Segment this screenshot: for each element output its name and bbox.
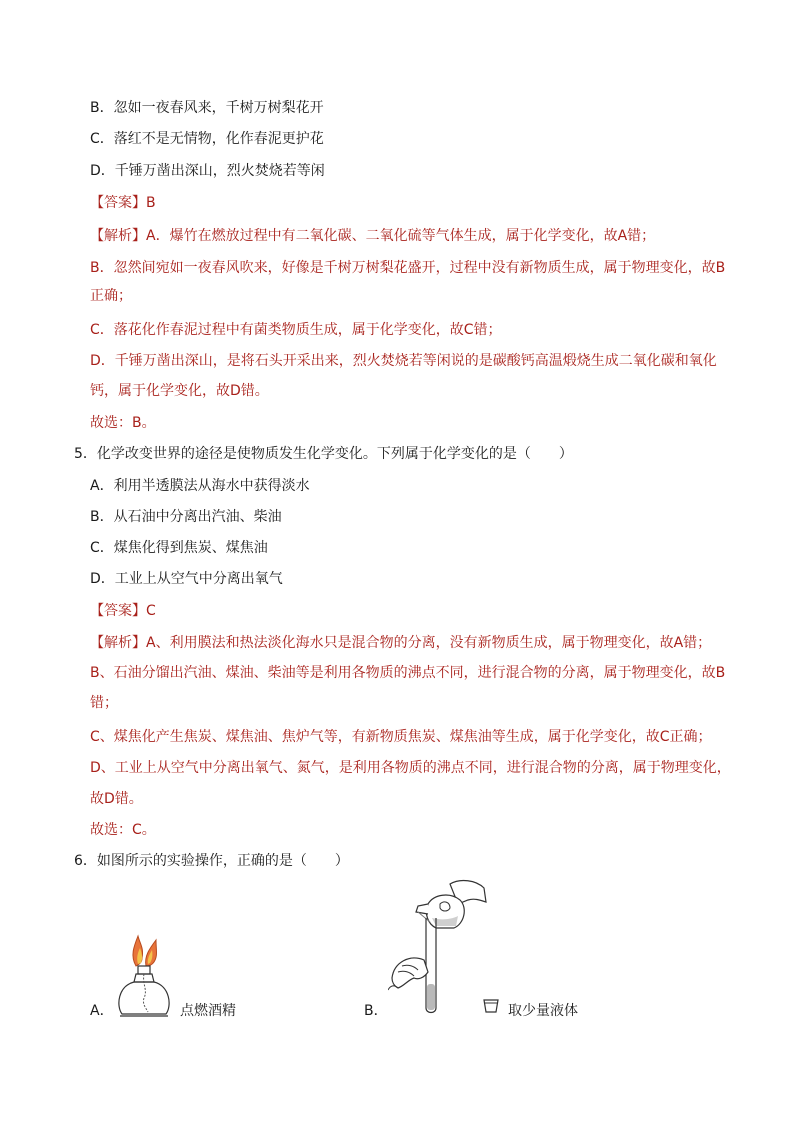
stopper-icon: [482, 998, 500, 1014]
q5-stem: 5．化学改变世界的途径是使物质发生化学变化。下列属于化学变化的是（ ）: [74, 446, 573, 462]
answer-value: C: [146, 603, 156, 619]
alcohol-lamp-illustration: [112, 928, 176, 1020]
q4-conclusion: 故选：B。: [90, 415, 156, 431]
answer-value: B: [146, 195, 156, 211]
q4-answer: [90, 193, 156, 213]
q5-analysis-line-6: 故D错。: [90, 791, 143, 807]
q5-answer: [90, 601, 156, 621]
analysis-tag: 【解析】: [90, 635, 146, 651]
q5-analysis-line-2: B、石油分馏出汽油、煤油、柴油等是利用各物质的沸点不同，进行混合物的分离，属于物理变化，故B: [90, 665, 726, 681]
q5-analysis-line-5: D、工业上从空气中分离出氧气、氮气，是利用各物质的沸点不同，进行混合物的分离，属于物理变化，: [90, 760, 731, 776]
analysis-tag: 【解析】: [90, 228, 146, 244]
q4-analysis-line-5: D．千锤万凿出深山，是将石头开采出来，烈火焚烧若等闲说的是碳酸钙高温煅烧生成二氧化碳和氧化: [90, 353, 717, 369]
q4-option-b: B．忽如一夜春风来，千树万树梨花开: [90, 100, 324, 116]
q4-analysis-line-2: B．忽然间宛如一夜春风吹来，好像是千树万树梨花盛开，过程中没有新物质生成，属于物理变化，故B: [90, 260, 726, 276]
analysis-text: A．爆竹在燃放过程中有二氧化碳、二氧化硫等气体生成，属于化学变化，故A错；: [146, 228, 656, 244]
q6-stem: 6．如图所示的实验操作，正确的是（ ）: [74, 853, 349, 869]
q6-option-b-letter: B．: [364, 1003, 388, 1019]
q4-option-c: C．落红不是无情物，化作春泥更护花: [90, 131, 324, 147]
answer-tag: 【答案】: [90, 603, 146, 619]
answer-tag: 【答案】: [90, 195, 146, 211]
q5-option-c: C．煤焦化得到焦炭、煤焦油: [90, 540, 268, 556]
q5-conclusion: 故选：C。: [90, 822, 156, 838]
q5-analysis-line-3: 错；: [90, 695, 118, 711]
q4-analysis-line-3: 正确；: [90, 288, 132, 304]
q6-option-a-letter: A．: [90, 1003, 114, 1019]
q5-analysis-line-1: [90, 633, 711, 653]
q4-analysis-line-4: C．落花化作春泥过程中有菌类物质生成，属于化学变化，故C错；: [90, 322, 502, 338]
q5-option-b: B．从石油中分离出汽油、柴油: [90, 509, 282, 525]
q4-analysis-line-1: [90, 226, 655, 246]
q5-option-a: A．利用半透膜法从海水中获得淡水: [90, 478, 310, 494]
q6-option-b-caption: 取少量液体: [508, 1003, 578, 1019]
pouring-liquid-illustration: [388, 874, 488, 1020]
analysis-text: A、利用膜法和热法淡化海水只是混合物的分离，没有新物质生成，属于物理变化，故A错；: [146, 635, 712, 651]
q4-option-d: D．千锤万凿出深山，烈火焚烧若等闲: [90, 163, 325, 179]
q6-option-a-caption: 点燃酒精: [180, 1003, 236, 1019]
q4-analysis-line-6: 钙，属于化学变化，故D错。: [90, 383, 269, 399]
q5-analysis-line-4: C、煤焦化产生焦炭、煤焦油、焦炉气等，有新物质焦炭、煤焦油等生成，属于化学变化，故C正确；: [90, 729, 712, 745]
q5-option-d: D．工业上从空气中分离出氧气: [90, 571, 283, 587]
